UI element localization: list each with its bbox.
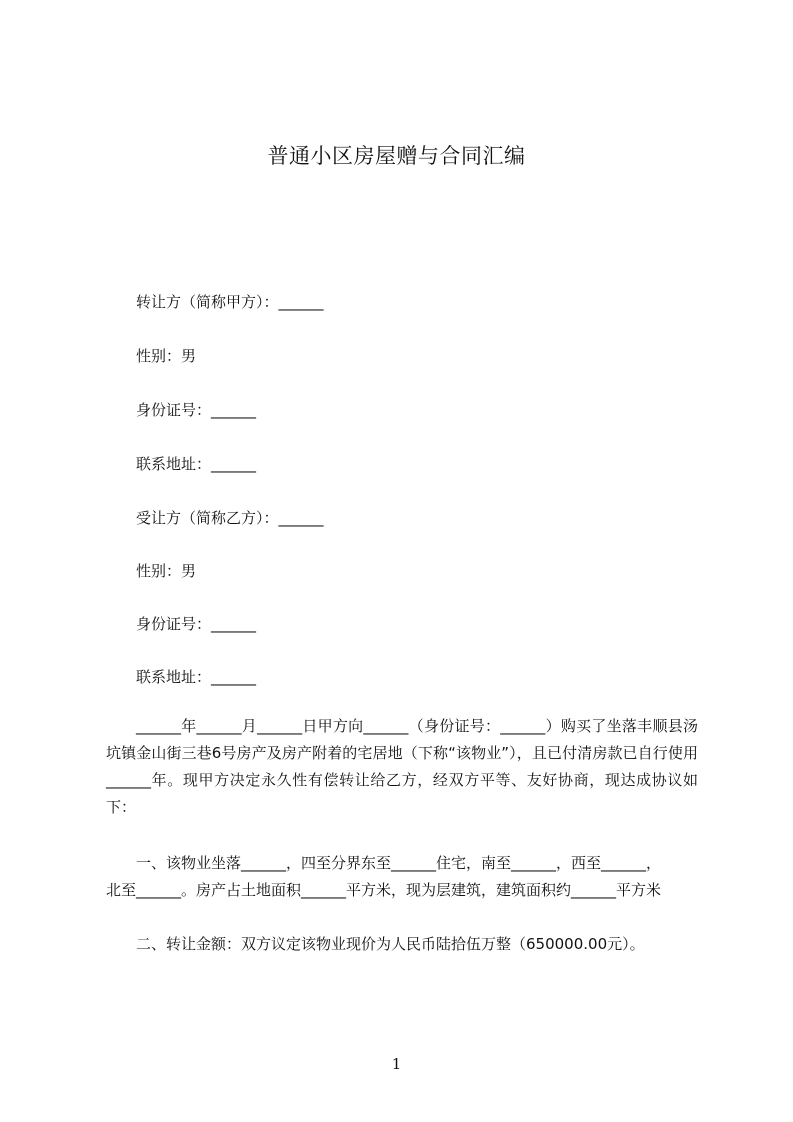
clause-1-line-1: 一、该物业坐落______，四至分界东至______住宅，南至______，西至______， [136,854,662,872]
clause-1-line-2: 北至______。房产占土地面积______平方米，现为层建筑，建筑面积约______平方米 [106,881,662,899]
document-title: 普通小区房屋赠与合同汇编 [267,144,526,168]
page-number: 1 [391,1055,402,1073]
party-b-name-line: 受让方（简称乙方）：______ [136,509,324,527]
party-b-gender-line: 性别：男 [136,562,197,580]
party-a-name-line: 转让方（简称甲方）：______ [136,293,324,311]
party-a-id-line: 身份证号：______ [136,401,257,419]
party-a-address-line: 联系地址：______ [136,455,257,473]
party-b-id-line: 身份证号：______ [136,615,257,633]
party-b-address-line: 联系地址：______ [136,668,257,686]
clause-2: 二、转让金额：双方议定该物业现价为人民币陆拾伍万整（650000.00元）。 [136,935,645,953]
intro-paragraph: ______年______月______日甲方向______（身份证号：______）购买了坐落丰顺县汤坑镇金山街三巷6号房产及房产附着的宅居地（下称“该物业”），且已付清房款已自行使用______年。现甲方决定永久性有偿转让给乙方，经双方平等、友好协商，现达成协议如下： [106,717,698,816]
party-a-gender-line: 性别：男 [136,347,197,365]
